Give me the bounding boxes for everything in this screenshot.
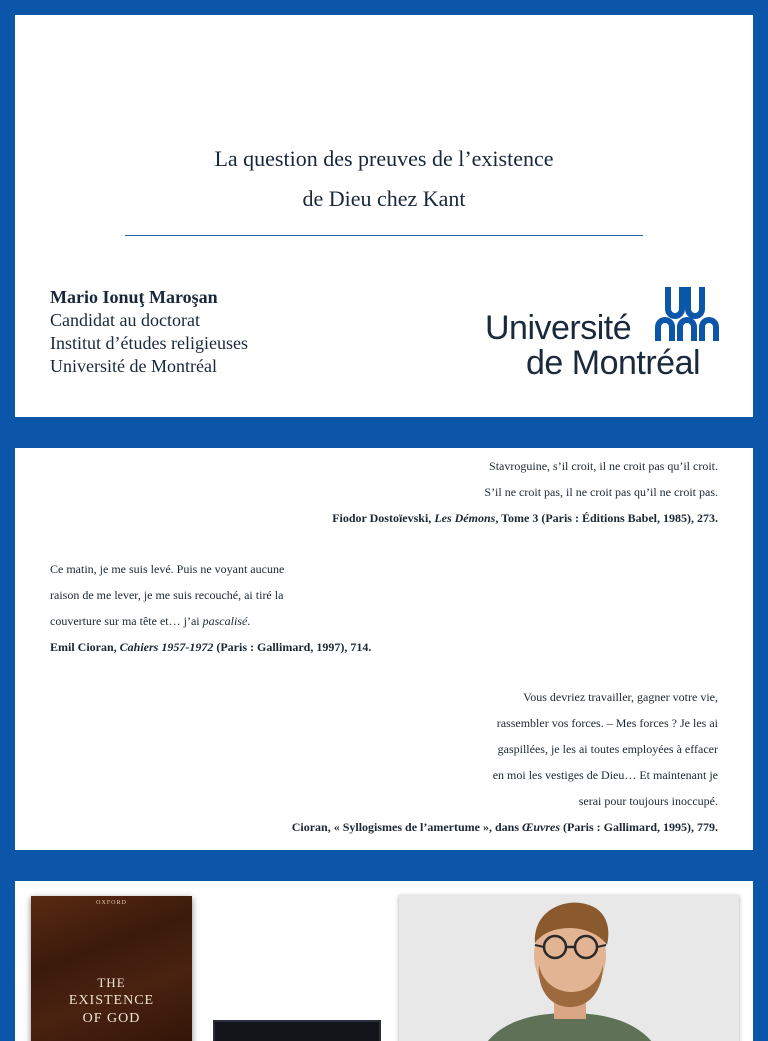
source-details: (Paris : Gallimard, 1997), 714. xyxy=(213,640,372,654)
quote-source xyxy=(292,814,718,840)
book-title xyxy=(31,974,192,1028)
quote-line xyxy=(50,608,371,634)
book-publisher: OXFORD xyxy=(96,900,127,906)
author-role: Candidat au doctorat xyxy=(50,310,200,330)
title-divider xyxy=(125,235,643,236)
author-block xyxy=(50,286,248,378)
quote-emphasis: pascalisé xyxy=(202,614,248,628)
source-details: (Paris : Gallimard, 1995), 779. xyxy=(560,820,718,834)
author-name: Mario Ionuţ Maroşan xyxy=(50,287,218,307)
book-cover-dark xyxy=(213,1020,381,1041)
title-slide xyxy=(15,15,753,417)
quote-cioran-syllogismes xyxy=(292,684,718,840)
author-institute: Institut d’études religieuses xyxy=(50,333,248,353)
quote-line: Ce matin, je me suis levé. Puis ne voyant aucune xyxy=(50,562,285,576)
book-title-line: THE xyxy=(97,975,126,990)
logo-text-line-1: Université xyxy=(485,309,632,347)
thinking-man-photo xyxy=(399,895,739,1041)
man-with-glasses-icon xyxy=(399,895,739,1041)
source-title: Cahiers 1957-1972 xyxy=(119,640,214,654)
quote-line: rassembler vos forces. – Mes forces ? Je les ai xyxy=(496,716,718,730)
book-title-line: EXISTENCE xyxy=(68,993,155,1008)
quote-line: gaspillées, je les ai toutes employées à effacer xyxy=(497,742,718,756)
source-title: Œuvres xyxy=(522,820,561,834)
logo-text-line-2: de Montréal xyxy=(526,344,701,382)
quote-text: couverture sur ma tête et… j’ai xyxy=(50,614,203,628)
quote-cioran-cahiers xyxy=(50,556,371,660)
university-logo xyxy=(485,283,725,383)
source-author: Cioran, « Syllogismes de l’amertume », dans xyxy=(291,820,523,834)
source-details: , Tome 3 (Paris : Éditions Babel, 1985), 273. xyxy=(495,511,718,525)
quote-line: serai pour toujours inoccupé. xyxy=(578,794,718,808)
title-line-2: de Dieu chez Kant xyxy=(302,186,466,211)
quote-line: raison de me lever, je me suis recouché, ai tiré la xyxy=(50,588,284,602)
quote-source xyxy=(332,505,718,531)
quote-line: en moi les vestiges de Dieu… Et maintenant je xyxy=(492,768,718,782)
author-university: Université de Montréal xyxy=(50,356,217,376)
quote-line: S’il ne croit pas, il ne croit pas qu’il ne croit pas. xyxy=(484,485,718,499)
quote-line: Vous devriez travailler, gagner votre vie, xyxy=(523,690,718,704)
quote-dostoievski xyxy=(332,453,718,531)
quote-line: Stavroguine, s’il croit, il ne croit pas qu’il croit. xyxy=(489,459,718,473)
source-author: Emil Cioran, xyxy=(50,640,120,654)
source-title: Les Démons xyxy=(434,511,496,525)
title-line-1: La question des preuves de l’existence xyxy=(214,146,554,171)
udem-emblem-icon xyxy=(653,283,721,343)
book-cover-existence-of-god xyxy=(31,896,192,1041)
source-author: Fiodor Dostoïevski, xyxy=(332,511,435,525)
book-title-line: OF GOD xyxy=(82,1011,141,1026)
presentation-title xyxy=(15,139,753,219)
images-slide xyxy=(15,881,753,1041)
quote-source xyxy=(50,634,371,660)
quotes-slide xyxy=(15,448,753,850)
quote-text: . xyxy=(247,614,251,628)
